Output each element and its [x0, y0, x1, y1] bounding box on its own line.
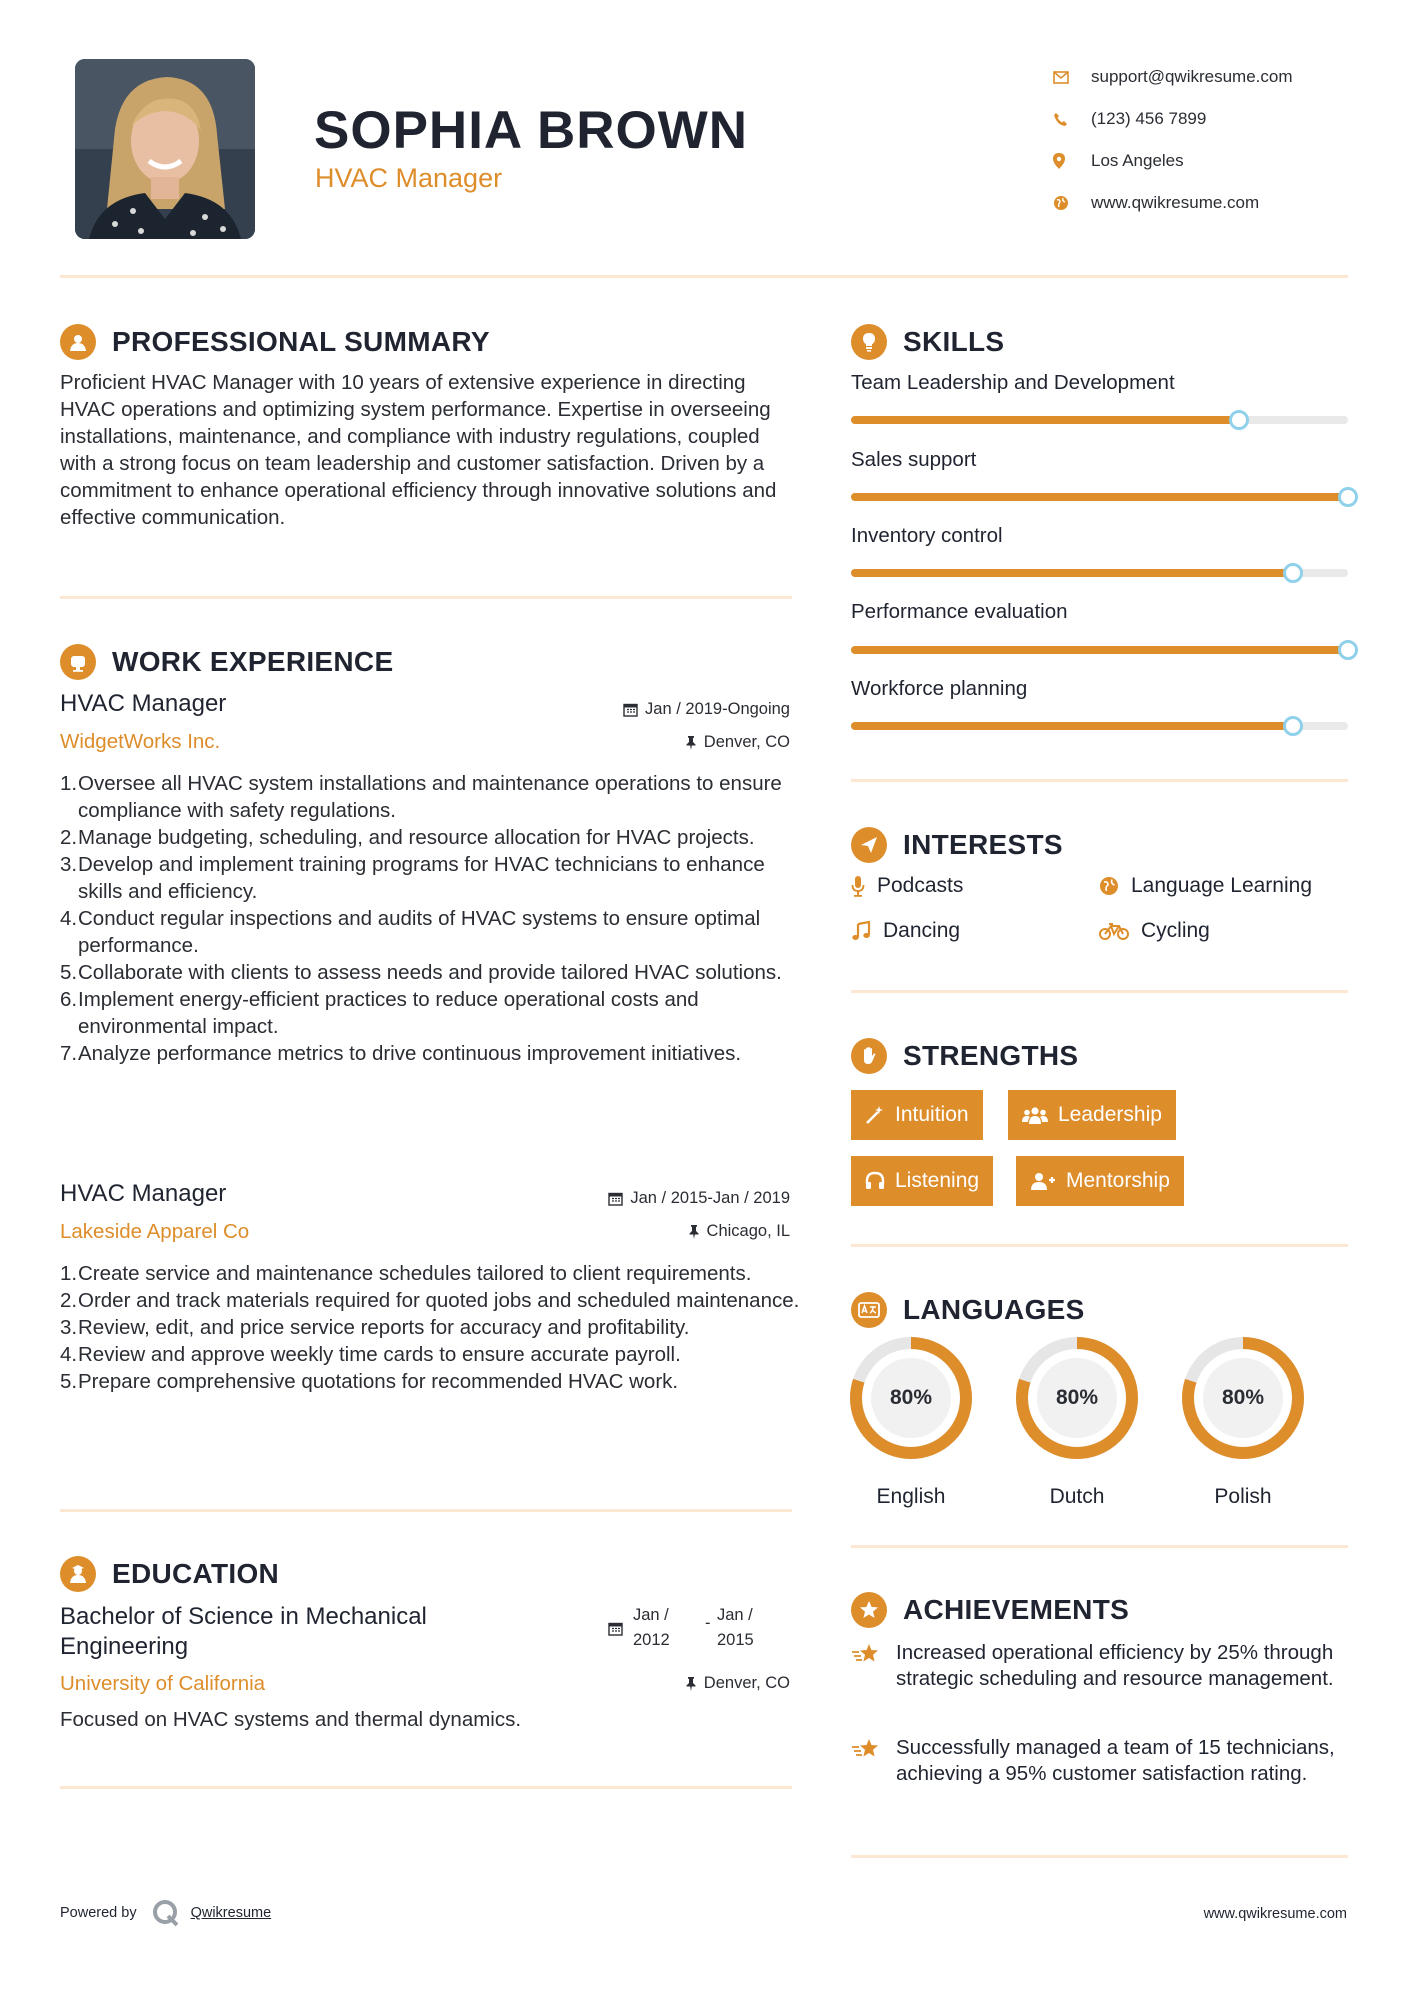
calendar-icon	[623, 702, 638, 717]
language-english-percent: 80%	[889, 1386, 933, 1409]
pushpin-icon	[685, 735, 697, 750]
interest-language-learning: Language Learning	[1099, 874, 1312, 898]
language-polish-name: Polish	[1214, 1485, 1272, 1508]
job-1-title: HVAC Manager	[60, 690, 227, 717]
languages-heading	[851, 1292, 1085, 1328]
contact-website-text: www.qwikresume.com	[1091, 193, 1260, 212]
list-item: 4. Review and approve weekly time cards to ensure accurate payroll.	[60, 1343, 681, 1366]
list-item: 3. Develop and implement training programs for HVAC technicians to enhance skills and efficiency.	[60, 853, 765, 903]
education-location-text: Denver, CO	[703, 1674, 790, 1692]
shooting-star-icon	[851, 1640, 896, 1692]
skill-5-bar	[851, 722, 1348, 730]
job-2-dates	[608, 1189, 790, 1208]
summary-text: Proficient HVAC Manager with 10 years of extensive experience in directing HVAC operations and optimizing system performance. Expertise in overseeing installations, maintenance, and compliance with industry regulations, coupled with a strong focus on team leadership and customer satisfaction. Driven by a commitment to enhance operational efficiency through innovative solutions and effective communication.	[60, 371, 777, 529]
achievement-1: Increased operational efficiency by 25% through strategic scheduling and resource management.	[851, 1640, 1361, 1692]
skill-3-bar	[851, 569, 1348, 577]
skills-divider	[851, 779, 1348, 782]
pushpin-icon	[685, 1676, 697, 1691]
contact-location	[1053, 140, 1373, 182]
language-dutch-name: Dutch	[1049, 1485, 1105, 1508]
language-polish-percent: 80%	[1221, 1386, 1265, 1409]
job-2-location-text: Chicago, IL	[706, 1222, 790, 1240]
skill-1-fill	[851, 416, 1239, 424]
skill-3-fill	[851, 569, 1293, 577]
strength-listening: Listening	[851, 1156, 993, 1206]
language-dutch-percent: 80%	[1055, 1386, 1099, 1409]
strengths-divider	[851, 1244, 1348, 1247]
strengths-title: STRENGTHS	[903, 1040, 1079, 1071]
music-note-icon	[851, 921, 871, 941]
skill-2-knob	[1338, 487, 1358, 507]
languages-divider	[851, 1545, 1348, 1548]
bicycle-icon	[1099, 922, 1129, 940]
skill-4-bar	[851, 646, 1348, 654]
job-2-duties	[60, 1260, 800, 1395]
job-2-title: HVAC Manager	[60, 1180, 227, 1207]
phone-icon	[1053, 112, 1091, 127]
strengths-heading	[851, 1038, 1078, 1074]
language-english	[849, 1336, 973, 1509]
skill-1-name: Team Leadership and Development	[851, 371, 1175, 394]
skills-title: SKILLS	[903, 326, 1005, 357]
footer-url[interactable]: www.qwikresume.com	[1203, 1906, 1347, 1922]
calendar-icon	[608, 1621, 623, 1636]
education-degree: Bachelor of Science in Mechanical Engineering	[60, 1603, 427, 1660]
magic-wand-icon	[865, 1105, 885, 1125]
user-icon	[60, 324, 96, 360]
interests-heading	[851, 827, 1063, 863]
list-item: 3. Review, edit, and price service reports for accuracy and profitability.	[60, 1316, 690, 1339]
footer-powered-by: Powered by Qwikresume	[60, 1898, 271, 1928]
skill-5-fill	[851, 722, 1293, 730]
language-english-name: English	[876, 1485, 946, 1508]
skill-3-name: Inventory control	[851, 524, 1003, 547]
envelope-icon	[1053, 71, 1091, 84]
skill-5-knob	[1283, 716, 1303, 736]
contact-phone[interactable]	[1053, 98, 1373, 140]
education-note: Focused on HVAC systems and thermal dynamics.	[60, 1708, 522, 1731]
contact-email[interactable]	[1053, 56, 1373, 98]
calendar-icon	[608, 1191, 623, 1206]
globe-icon	[1053, 195, 1091, 211]
interests-title: INTERESTS	[903, 829, 1063, 860]
achievements-heading	[851, 1592, 1129, 1628]
achievements-title: ACHIEVEMENTS	[903, 1594, 1130, 1625]
skill-2-fill	[851, 493, 1348, 501]
skill-2-name: Sales support	[851, 448, 977, 471]
summary-heading	[60, 324, 490, 360]
skill-1-bar	[851, 416, 1348, 424]
strength-intuition: Intuition	[851, 1090, 983, 1140]
job-1-dates	[623, 700, 790, 719]
job-1-duties	[60, 770, 800, 1067]
strength-mentorship: Mentorship	[1016, 1156, 1184, 1206]
language-icon	[851, 1292, 887, 1328]
skill-4-fill	[851, 646, 1348, 654]
candidate-name: SOPHIA BROWN	[314, 101, 749, 160]
list-item: 2. Order and track materials required for quoted jobs and scheduled maintenance.	[60, 1289, 800, 1312]
shooting-star-icon	[851, 1735, 896, 1787]
user-plus-icon	[1030, 1171, 1056, 1191]
interests-divider	[851, 990, 1348, 993]
skills-heading	[851, 324, 1004, 360]
briefcase-icon	[60, 644, 96, 680]
job-1-location-text: Denver, CO	[703, 733, 790, 751]
footer-brand-link[interactable]: Qwikresume	[190, 1905, 272, 1921]
education-dates: Jan / 2012 - Jan / 2015	[608, 1603, 754, 1653]
strength-leadership: Leadership	[1008, 1090, 1176, 1140]
skill-4-name: Performance evaluation	[851, 600, 1068, 623]
globe-icon	[1099, 876, 1119, 896]
list-item: 5. Prepare comprehensive quotations for recommended HVAC work.	[60, 1370, 679, 1393]
interest-podcasts: Podcasts	[851, 874, 963, 898]
achievement-2: Successfully managed a team of 15 technicians, achieving a 95% customer satisfaction rating.	[851, 1735, 1361, 1787]
experience-divider	[60, 1509, 792, 1512]
list-item: 7. Analyze performance metrics to drive continuous improvement initiatives.	[60, 1042, 742, 1065]
contact-phone-text: (123) 456 7899	[1091, 109, 1207, 128]
job-1-location	[685, 733, 790, 752]
list-item: 1. Create service and maintenance schedules tailored to client requirements.	[60, 1262, 752, 1285]
profile-photo	[75, 59, 255, 239]
achievements-divider	[851, 1855, 1348, 1858]
contact-email-text: support@qwikresume.com	[1091, 67, 1293, 86]
users-icon	[1022, 1105, 1048, 1125]
location-pin-icon	[1053, 153, 1091, 169]
education-location	[685, 1674, 790, 1693]
education-heading	[60, 1556, 279, 1592]
job-1-dates-text: Jan / 2019-Ongoing	[645, 700, 790, 718]
skill-2-bar	[851, 493, 1348, 501]
education-divider	[60, 1786, 792, 1789]
list-item: 2. Manage budgeting, scheduling, and resource allocation for HVAC projects.	[60, 826, 755, 849]
language-dutch	[1015, 1336, 1139, 1509]
list-item: 4. Conduct regular inspections and audits of HVAC systems to ensure optimal performance.	[60, 907, 761, 957]
candidate-title: HVAC Manager	[315, 163, 503, 193]
languages-title: LANGUAGES	[903, 1294, 1085, 1325]
contact-location-text: Los Angeles	[1091, 151, 1184, 170]
star-badge-icon	[851, 1592, 887, 1628]
summary-divider	[60, 596, 792, 599]
headphones-icon	[865, 1171, 885, 1191]
language-polish	[1181, 1336, 1305, 1509]
skill-4-knob	[1338, 640, 1358, 660]
summary-title: PROFESSIONAL SUMMARY	[112, 326, 490, 357]
qwikresume-logo-icon	[151, 1898, 181, 1928]
education-school: University of California	[60, 1672, 266, 1695]
graduate-icon	[60, 1556, 96, 1592]
job-2-company: Lakeside Apparel Co	[60, 1220, 250, 1243]
contact-website[interactable]	[1053, 182, 1373, 224]
interest-cycling: Cycling	[1099, 919, 1210, 943]
list-item: 1. Oversee all HVAC system installations and maintenance operations to ensure compliance with safety regulations.	[60, 772, 782, 822]
raised-hand-icon	[851, 1038, 887, 1074]
skill-1-knob	[1229, 410, 1249, 430]
skill-5-name: Workforce planning	[851, 677, 1028, 700]
experience-heading	[60, 644, 393, 680]
contact-list	[1053, 56, 1373, 224]
skill-3-knob	[1283, 563, 1303, 583]
interest-dancing: Dancing	[851, 919, 960, 943]
pushpin-icon	[688, 1224, 700, 1239]
job-2-dates-text: Jan / 2015-Jan / 2019	[630, 1189, 790, 1207]
list-item: 5. Collaborate with clients to assess needs and provide tailored HVAC solutions.	[60, 961, 782, 984]
microphone-icon	[851, 875, 865, 897]
education-title: EDUCATION	[112, 1558, 280, 1589]
experience-title: WORK EXPERIENCE	[112, 646, 394, 677]
paper-plane-icon	[851, 827, 887, 863]
list-item: 6. Implement energy-efficient practices to reduce operational costs and environmental impact.	[60, 988, 699, 1038]
job-1-company: WidgetWorks Inc.	[60, 730, 221, 753]
lightbulb-icon	[851, 324, 887, 360]
header-divider	[60, 275, 1348, 278]
job-2-location	[688, 1222, 790, 1241]
